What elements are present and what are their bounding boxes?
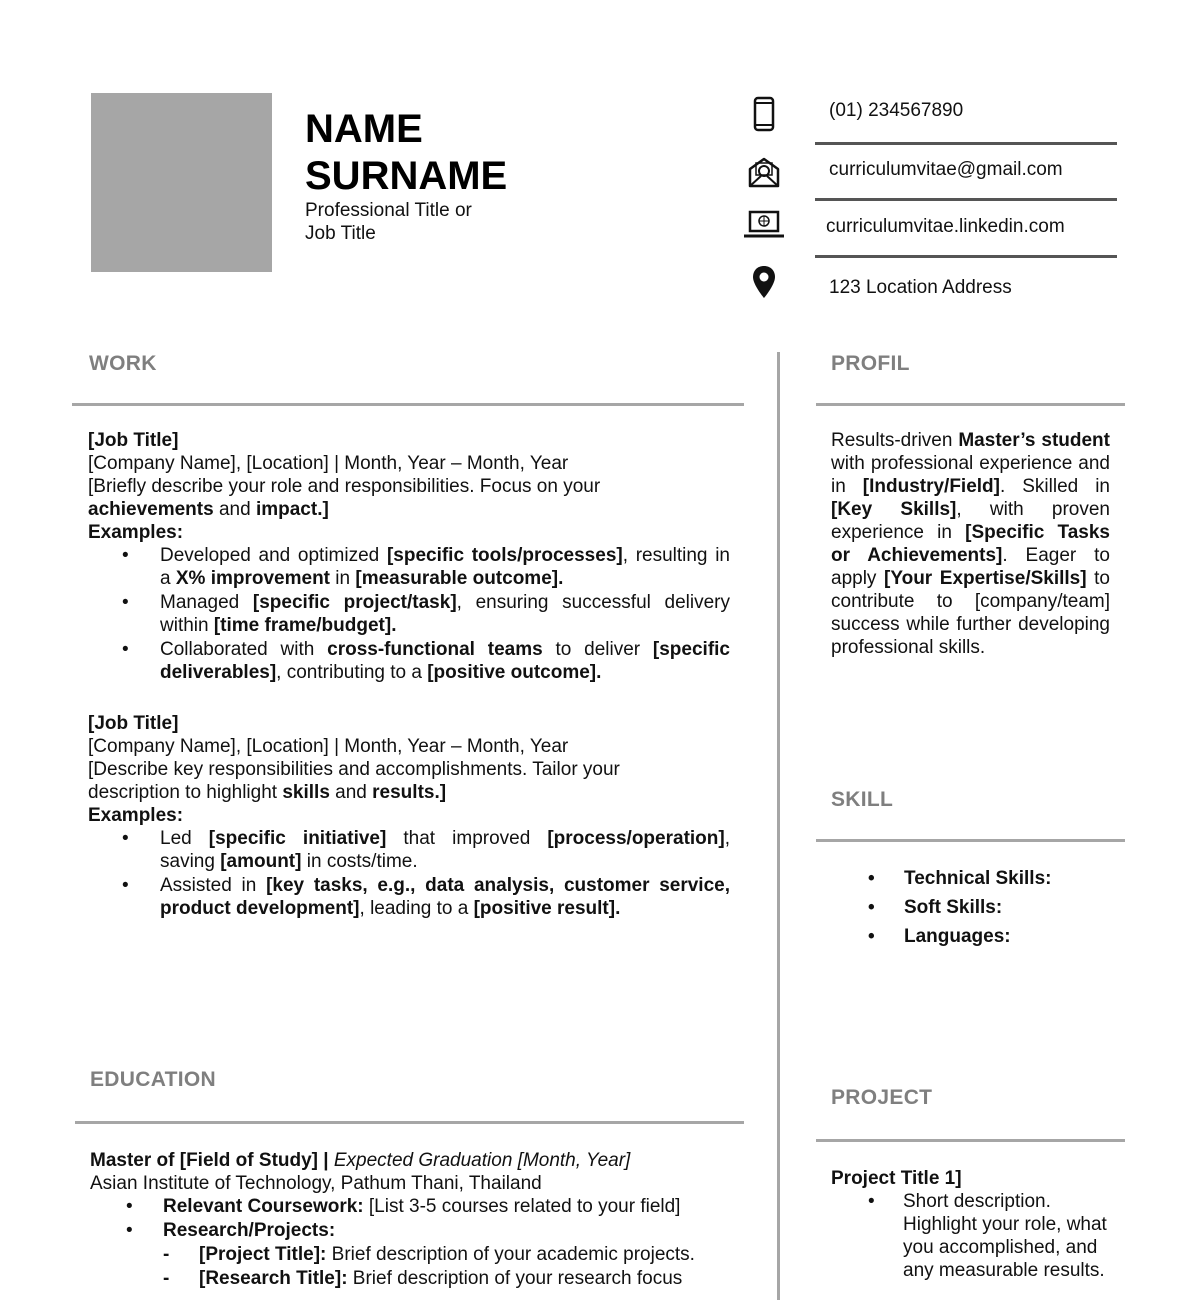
profile-rule: [816, 403, 1125, 406]
list-item: • Managed [specific project/task], ensuring successful delivery within [time frame/budget].: [88, 591, 730, 637]
phone-icon: [740, 94, 788, 134]
job-title: [Job Title]: [88, 430, 179, 451]
email-icon: [740, 152, 788, 192]
list-item: • Collaborated with cross-functional teams to deliver [specific deliverables], contributing to a [positive outcome].: [88, 638, 730, 684]
education-rule: [75, 1121, 744, 1124]
contact-divider: [815, 198, 1117, 201]
skill-rule: [816, 839, 1125, 842]
work-entry-1: [88, 429, 748, 684]
project-title: Project Title 1]: [831, 1168, 962, 1189]
company-line: [Company Name], [Location] | Month, Year – Month, Year: [88, 453, 569, 474]
education-entry: [90, 1149, 750, 1291]
list-item: • Research/Projects:: [90, 1219, 750, 1243]
list-item: • Assisted in [key tasks, e.g., data analysis, customer service, product development], leading to a [positive result].: [88, 874, 730, 920]
job-description: [Describe key responsibilities and accomplishments. Tailor your description to highlight skills and results.]: [88, 759, 620, 803]
job-title: [Job Title]: [88, 713, 179, 734]
list-item: • Developed and optimized [specific tools/processes], resulting in a X% improvement in [measurable outcome].: [88, 544, 730, 590]
work-entry-2: [88, 712, 748, 920]
skill-heading: SKILL: [831, 788, 894, 811]
examples-list: [88, 544, 748, 684]
degree-line: Master of [Field of Study] | Expected Graduation [Month, Year]: [90, 1150, 631, 1171]
list-item: - [Project Title]: Brief description of your academic projects.: [90, 1243, 750, 1267]
education-heading: EDUCATION: [90, 1068, 216, 1091]
examples-label: Examples:: [88, 522, 184, 543]
location-address: 123 Location Address: [829, 277, 1012, 298]
list-item: • Relevant Coursework: [List 3-5 courses related to your field]: [90, 1195, 750, 1219]
profile-summary: Results-driven Master’s student with professional experience and in [Industry/Field]. Skilled in [Key Skills], with proven experience in [Specific Tasks or Achievements]. Eager to apply [Your Expertise/Skills] to contribute to [company/team] success while further developing professional skills.: [831, 430, 1110, 658]
website-url[interactable]: curriculumvitae.linkedin.com: [826, 216, 1065, 237]
phone-number: (01) 234567890: [829, 100, 964, 121]
project-rule: [816, 1139, 1125, 1142]
list-item: • Led [specific initiative] that improved [process/operation], saving [amount] in costs/time.: [88, 827, 730, 873]
work-rule: [72, 403, 744, 406]
project-description: • Short description. Highlight your role, what you accomplished, and any measurable results.: [831, 1190, 1121, 1282]
job-description: [Briefly describe your role and responsibilities. Focus on your achievements and impact.]: [88, 476, 601, 520]
location-pin-icon: [740, 262, 788, 302]
skill-item: • Technical Skills:: [868, 867, 1051, 896]
work-heading: WORK: [89, 352, 157, 375]
skill-item: • Languages:: [868, 925, 1051, 954]
skill-list: [868, 867, 1051, 954]
professional-title: Professional Title or Job Title: [305, 200, 472, 244]
column-divider: [777, 352, 780, 1300]
examples-list: [88, 827, 748, 920]
education-list: [90, 1195, 750, 1291]
full-name: NAME SURNAME: [305, 107, 508, 198]
email-address[interactable]: curriculumvitae@gmail.com: [829, 159, 1063, 180]
project-heading: PROJECT: [831, 1086, 933, 1109]
profile-heading: PROFIL: [831, 352, 910, 375]
examples-label: Examples:: [88, 805, 184, 826]
project-entry: [831, 1167, 1121, 1282]
skill-item: • Soft Skills:: [868, 896, 1051, 925]
company-line: [Company Name], [Location] | Month, Year – Month, Year: [88, 736, 569, 757]
profile-photo-placeholder: [91, 93, 272, 272]
laptop-globe-icon: [740, 204, 788, 244]
contact-divider: [815, 255, 1117, 258]
list-item: - [Research Title]: Brief description of your research focus: [90, 1267, 750, 1291]
contact-divider: [815, 142, 1117, 145]
school-name: Asian Institute of Technology, Pathum Thani, Thailand: [90, 1173, 542, 1194]
